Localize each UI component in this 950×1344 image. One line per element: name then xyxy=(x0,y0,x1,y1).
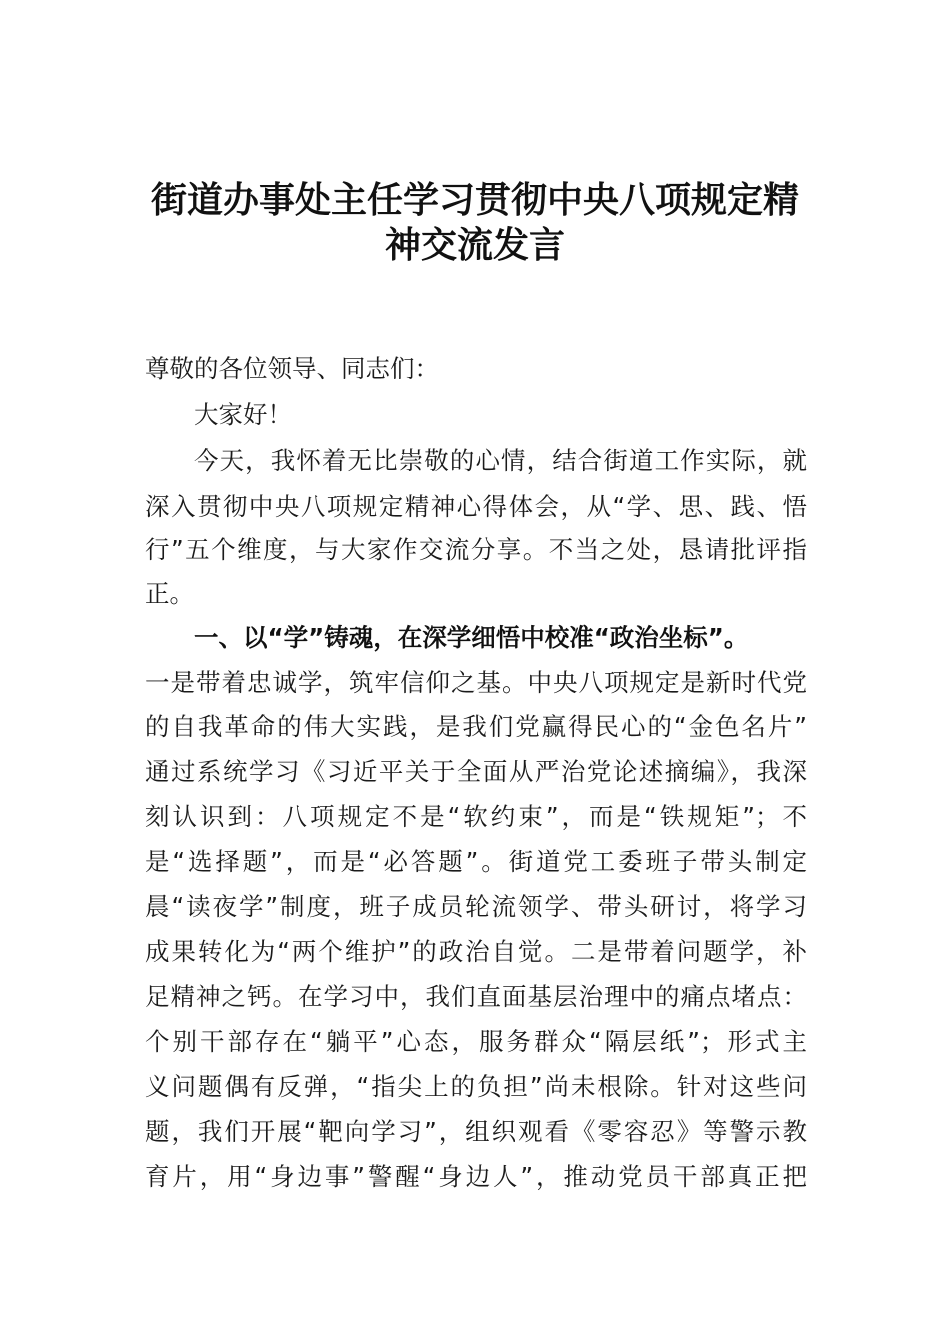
body-line: 行”五个维度，与大家作交流分享。不当之处，恳请批评指 xyxy=(145,535,807,564)
body-line: 正。 xyxy=(145,579,194,608)
body-line: 今天，我怀着无比崇敬的心情，结合街道工作实际，就 xyxy=(194,446,807,475)
body-line: 通过系统学习《习近平关于全面从严治党论述摘编》，我深 xyxy=(145,757,807,786)
body-line: 一是带着忠诚学，筑牢信仰之基。中央八项规定是新时代党 xyxy=(145,668,807,697)
salutation: 尊敬的各位领导、同志们： xyxy=(145,354,439,383)
body-line: 晨“读夜学”制度，班子成员轮流领学、带头研讨，将学习 xyxy=(145,892,807,921)
body-line: 是“选择题”，而是“必答题”。街道党工委班子带头制定 xyxy=(145,847,807,876)
greeting: 大家好！ xyxy=(194,400,292,429)
body-line: 题，我们开展“靶向学习”，组织观看《零容忍》等警示教 xyxy=(145,1117,807,1146)
document-title-line-1: 街道办事处主任学习贯彻中央八项规定精 xyxy=(150,179,799,221)
body-line: 深入贯彻中央八项规定精神心得体会，从“学、思、践、悟 xyxy=(145,492,807,521)
body-line: 的自我革命的伟大实践，是我们党赢得民心的“金色名片” xyxy=(145,712,807,741)
body-line: 足精神之钙。在学习中，我们直面基层治理中的痛点堵点： xyxy=(145,982,807,1011)
body-line: 个别干部存在“躺平”心态，服务群众“隔层纸”；形式主 xyxy=(145,1027,807,1056)
body-line: 成果转化为“两个维护”的政治自觉。二是带着问题学，补 xyxy=(145,937,807,966)
body-line: 刻认识到：八项规定不是“软约束”，而是“铁规矩”；不 xyxy=(145,802,807,831)
document-title-line-2: 神交流发言 xyxy=(384,224,565,266)
body-line: 育片，用“身边事”警醒“身边人”，推动党员干部真正把 xyxy=(145,1162,807,1191)
section-heading: 一、以“学”铸魂，在深学细悟中校准“政治坐标”。 xyxy=(194,623,749,652)
body-line: 义问题偶有反弹，“指尖上的负担”尚未根除。针对这些问 xyxy=(145,1072,807,1101)
